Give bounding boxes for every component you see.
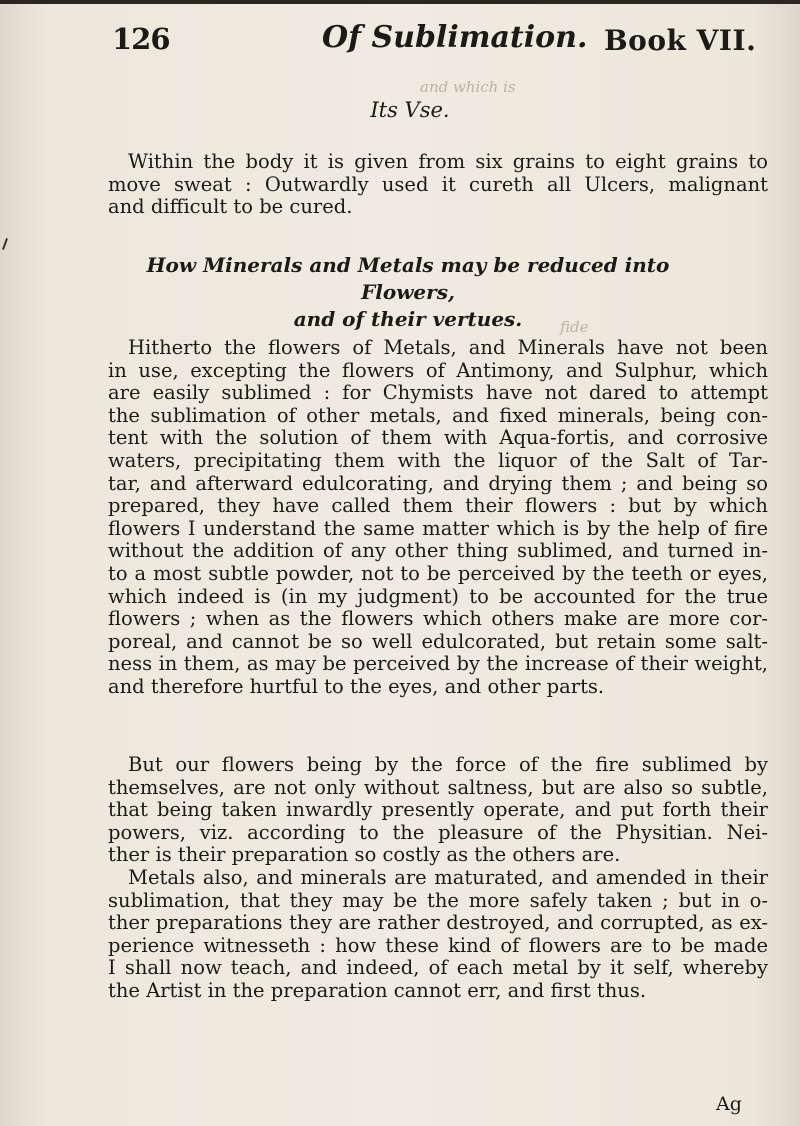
bleed-through-text: fide bbox=[560, 318, 589, 336]
text-line: in use, excepting the flowers of Antimony, and Sulphur, which bbox=[108, 358, 768, 382]
section-heading-flowers bbox=[108, 252, 708, 333]
running-title: Of Sublimation. bbox=[322, 20, 588, 55]
text-line: Hitherto the flowers of Metals, and Minerals have not been bbox=[128, 336, 768, 359]
text-line: powers, viz. according to the pleasure of the Physitian. Nei- bbox=[108, 820, 768, 844]
text-line: poreal, and cannot be so well edulcorated, but retain some salt- bbox=[108, 629, 768, 653]
text-line: and therefore hurtful to the eyes, and other parts. bbox=[108, 674, 605, 698]
text-line: flowers ; when as the flowers which others make are more cor- bbox=[108, 607, 768, 631]
text-line: sublimation, that they may be the more safely taken ; but in o- bbox=[108, 888, 768, 912]
text-line: ness in them, as may be perceived by the increase of their weight, bbox=[108, 652, 768, 676]
book-label: Book VII. bbox=[604, 24, 757, 57]
flowers-paragraph-1 bbox=[108, 337, 768, 699]
catchword: Ag bbox=[716, 1093, 742, 1115]
text-line: flowers I understand the same matter which is by the help of fire bbox=[108, 516, 768, 540]
margin-mark bbox=[2, 238, 8, 250]
text-line: are easily sublimed : for Chymists have not dared to attempt bbox=[108, 381, 768, 405]
text-line: without the addition of any other thing sublimed, and turned in- bbox=[108, 539, 768, 563]
section-heading-uses: Its Vse. bbox=[370, 98, 450, 122]
text-line: ther is their preparation so costly as the others are. bbox=[108, 843, 621, 867]
heading-line: and of their vertues. bbox=[293, 307, 523, 331]
text-line: Within the body it is given from six grains to eight grains to bbox=[128, 150, 768, 173]
text-line: But our flowers being by the force of the fire sublimed by bbox=[128, 753, 768, 776]
running-head bbox=[112, 18, 782, 68]
text-line: themselves, are not only without saltness, but are also so subtle, bbox=[108, 775, 768, 799]
uses-paragraph bbox=[108, 151, 768, 219]
text-line: waters, precipitating them with the liquor of the Salt of Tar- bbox=[108, 448, 768, 472]
text-line: the Artist in the preparation cannot err, and first thus. bbox=[108, 978, 647, 1002]
text-line: prepared, they have called them their flowers : but by which bbox=[108, 494, 768, 518]
heading-line: How Minerals and Metals may be reduced into Flowers, bbox=[146, 253, 670, 304]
text-line: I shall now teach, and indeed, of each metal by it self, whereby bbox=[108, 956, 768, 980]
text-line: perience witnesseth : how these kind of flowers are to be made bbox=[108, 933, 768, 957]
text-line: tar, and afterward edulcorating, and drying them ; and being so bbox=[108, 471, 768, 495]
text-line: ther preparations they are rather destroyed, and corrupted, as ex- bbox=[108, 911, 768, 935]
text-line: move sweat : Outwardly used it cureth all Ulcers, malignant bbox=[108, 172, 768, 196]
page-number: 126 bbox=[112, 22, 170, 56]
text-line: the sublimation of other metals, and fixed minerals, being con- bbox=[108, 403, 768, 427]
top-rule bbox=[0, 0, 800, 4]
text-line: which indeed is (in my judgment) to be accounted for the true bbox=[108, 584, 768, 608]
text-line: that being taken inwardly presently operate, and put forth their bbox=[108, 798, 768, 822]
flowers-paragraph-3 bbox=[108, 867, 768, 1003]
bleed-through-text: and which is bbox=[420, 78, 516, 96]
text-line: and difficult to be cured. bbox=[108, 195, 353, 219]
flowers-paragraph-2 bbox=[108, 754, 768, 867]
text-line: to a most subtle powder, not to be perceived by the teeth or eyes, bbox=[108, 561, 768, 585]
text-line: Metals also, and minerals are maturated, and amended in their bbox=[128, 866, 768, 889]
text-line: tent with the solution of them with Aqua-fortis, and corrosive bbox=[108, 426, 768, 450]
